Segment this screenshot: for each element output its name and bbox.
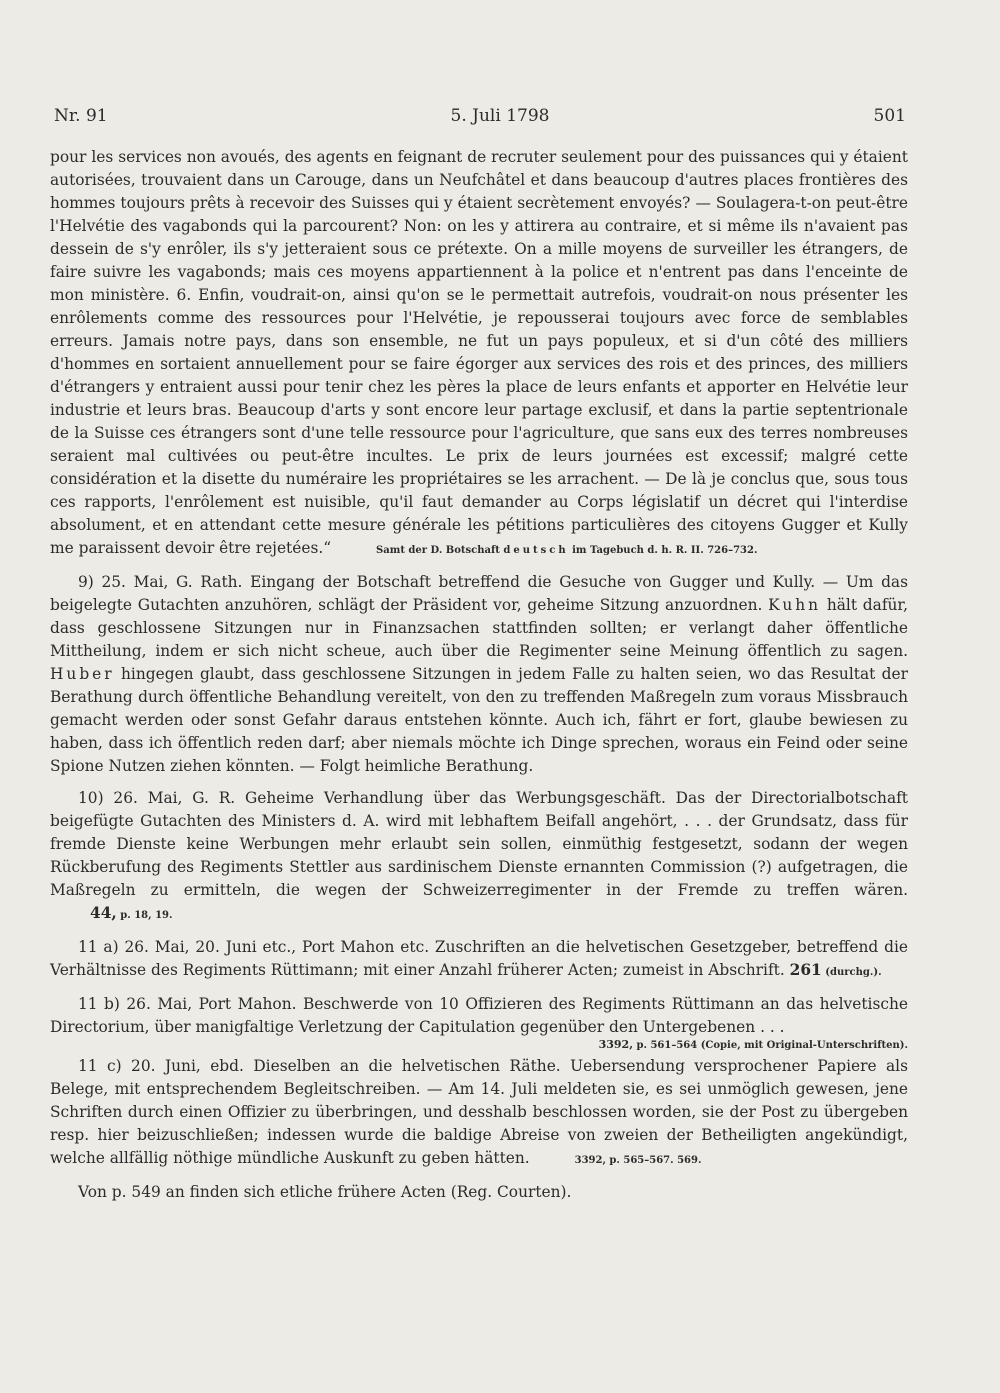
page-body [50, 146, 908, 1204]
archive-reference: 261 (durchg.). [789, 961, 882, 979]
paragraph-text: pour les services non avoués, des agents en feignant de recruter seulement pour des puissances qui y étaient autorisées, trouvaient dans un Carouge, dans un Neufchâtel et dans beaucoup d'autres places frontières des hommes toujours prêts à recevoir des Suisses qui y étaient secrètement envoyés? — Soulagera-t-on peut-être l'Helvétie des vagabonds qui la parcourent? Non: on les y attirera au contraire, et si même ils n'avaient pas dessein de s'y enrôler, ils s'y jetteraient sous ce prétexte. On a mille moyens de surveiller les étrangers, de faire suivre les vagabonds; mais ces moyens appartiennent à la police et n'entrent pas dans l'enceinte de mon ministère. 6. Enfin, voudrait-on, ainsi qu'on se le permettait autrefois, voudrait-on nous présenter les enrôlements comme des ressources pour l'Helvétie, je repousserai toujours avec force de semblables erreurs. Jamais notre pays, dans son ensemble, ne fut un pays populeux, et si d'un côté des milliers d'hommes en sortaient annuellement pour se faire égorger aux services des rois et des princes, des milliers d'étrangers y entraient aussi pour tenir chez les pères la place de leurs enfants et apporter en Helvétie leur industrie et leurs bras. Beaucoup d'arts y sont encore leur partage exclusif, et dans la partie septentrionale de la Suisse ces étrangers sont d'une telle ressource pour l'agriculture, que sans eux des terres nombreuses seraient mal cultivées ou peut-être incultes. Le prix de leurs journées est excessif; malgré cette considération et la disette du numéraire les propriétaires se les arrachent. — De là je conclus que, sous tous ces rapports, l'enrôlement est nuisible, qu'il faut demander au Corps législatif un décret qui l'interdise absolument, et en attendant cette mesure générale les pétitions particulières des citoyens Gugger et Kully me paraissent devoir être rejetées.“ [50, 148, 908, 557]
paragraph-closing-note: Von p. 549 an finden sich etliche frühere Acten (Reg. Courten). [78, 1183, 572, 1201]
page-header [0, 106, 1000, 130]
archive-reference: 44, p. 18, 19. [90, 904, 173, 922]
paragraph-item-11c: 11 c) 20. Juni, ebd. Dieselben an die helvetischen Räthe. Uebersendung versprochener Papiere als Belege, mit entsprechendem Begleitschreiben. — Am 14. Juli meldeten sie, es sei unmöglich gewesen, jene Schriften durch einen Offizier zu überbringen, und desshalb beschlossen worden, sie der Post zu übergeben resp. hier beizuschließen; indessen wurde die baldige Abreise von zweien der Betheiligten angekündigt, welche allfällig nöthige mündliche Auskunft zu geben hätten. 3392, p. 565–567. 569. [50, 1057, 908, 1167]
archive-reference: 3392, p. 561–564 (Copie, mit Original-Unterschriften). [598, 1038, 908, 1051]
name-huber: Huber [50, 665, 115, 683]
paragraph-french-quote [50, 146, 908, 562]
paragraph-item-11a: 11 a) 26. Mai, 20. Juni etc., Port Mahon etc. Zuschriften an die helvetischen Gesetzgeber, betreffend die Verhältnisse des Regiments Rüttimann; mit einer Anzahl früherer Acten; zumeist in Abschrift. 261 (durchg.). [50, 938, 908, 979]
paragraph-item-11b: 11 b) 26. Mai, Port Mahon. Beschwerde von 10 Offizieren des Regiments Rüttimann an das helvetische Directorium, über manigfaltige Verletzung der Capitulation gegenüber den Untergebenen . . . [50, 995, 908, 1036]
document-date: 5. Juli 1798 [450, 106, 550, 126]
archive-reference: 3392, p. 565–567. 569. [574, 1155, 702, 1166]
document-number: Nr. 91 [54, 106, 108, 126]
page-number: 501 [873, 106, 906, 126]
paragraph-item-10: 10) 26. Mai, G. R. Geheime Verhandlung über das Werbungsgeschäft. Das der Directorialbotschaft beigefügte Gutachten des Ministers d. A. wird mit lebhaftem Beifall angehört, . . . der Grundsatz, dass für fremde Dienste keine Werbungen mehr erlaubt sein sollen, einmüthig festgesetzt, sodann der wegen Rückberufung des Regiments Stettler aus sardinischem Dienste ernannten Commission (?) aufgetragen, die Maßregeln zu ermitteln, die wegen der Schweizerregimenter in der Fremde zu treffen wären. 44, p. 18, 19. [50, 789, 908, 922]
name-kuhn: Kuhn [768, 596, 822, 614]
source-citation: Samt der D. Botschaft deutsch im Tagebuch d. h. R. II. 726–732. [376, 545, 758, 556]
paragraph-item-9: 9) 25. Mai, G. Rath. Eingang der Botschaft betreffend die Gesuche von Gugger und Kully. — Um das beigelegte Gutachten anzuhören, schlägt der Präsident vor, geheime Sitzung anzuordnen. Kuhn hält dafür, dass geschlossene Sitzungen nur in Finanzsachen stattfinden sollten; er verlangt daher öffentliche Mittheilung, indem er sich nicht scheue, auch über die Regimenter seine Meinung öffentlich zu sagen. Huber hingegen glaubt, dass geschlossene Sitzungen in jedem Falle zu halten seien, wo das Resultat der Berathung durch öffentliche Behandlung vereitelt, von den zu treffenden Maßregeln zum voraus Missbrauch gemacht werden oder sonst Gefahr daraus entstehen könnte. Auch ich, fährt er fort, glaube bewiesen zu haben, dass ich öffentlich reden darf; aber niemals möchte ich Dinge sprechen, woraus ein Feind oder seine Spione Nutzen ziehen könnten. — Folgt heimliche Berathung. [50, 573, 908, 775]
